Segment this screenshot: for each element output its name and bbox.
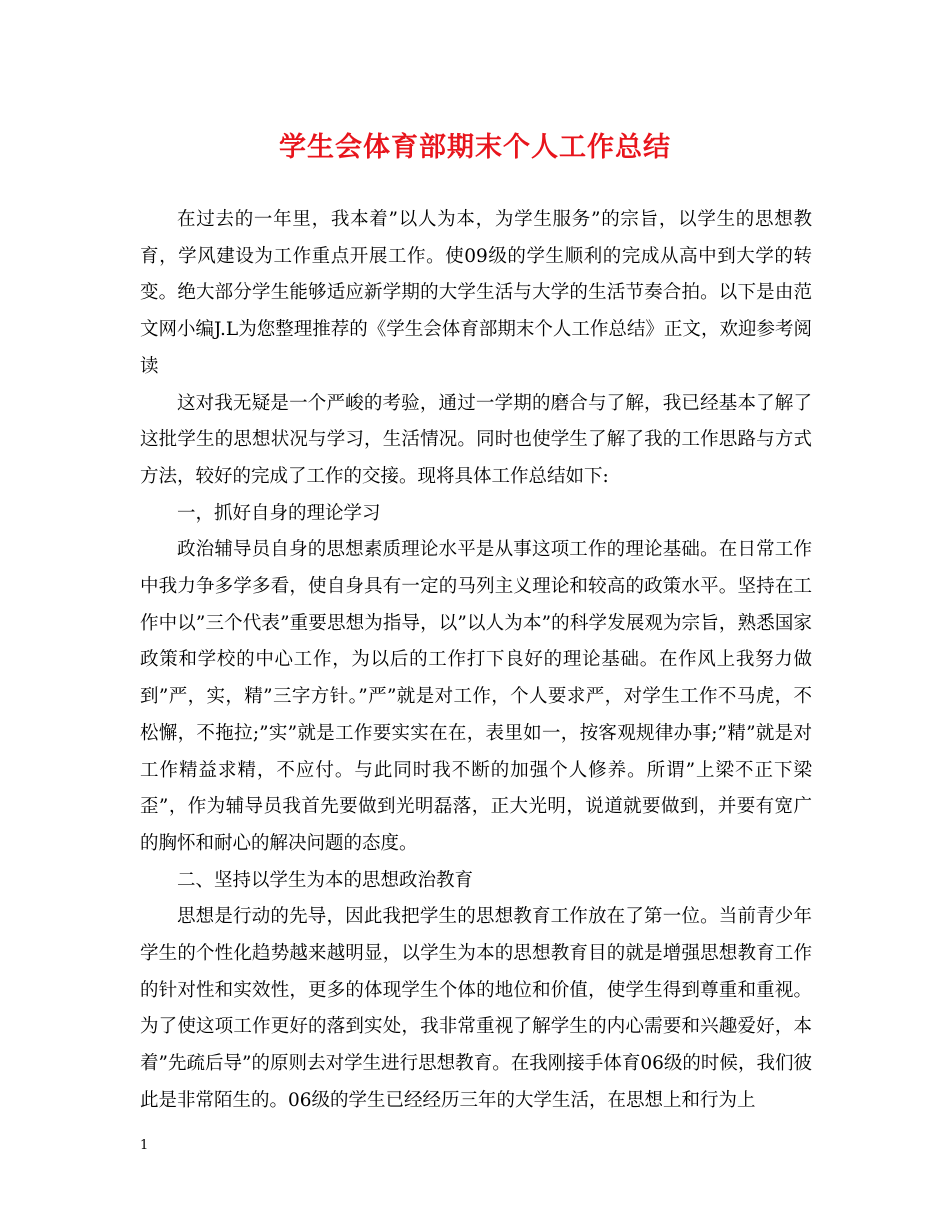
paragraph-education: 思想是行动的先导，因此我把学生的思想教育工作放在了第一位。当前青少年学生的个性化趋势越来越明显，以学生为本的思想教育目的就是增强思想教育工作的针对性和实效性，更多的体现学生个体的地位和价值，使学生得到尊重和重视。为了使这项工作更好的落到实处，我非常重视了解学生的内心需要和兴趣爱好，本着”先疏后导”的原则去对学生进行思想教育。在我刚接手体育06级的时候，我们彼此是非常陌生的。06级的学生已经经历三年的大学生活，在思想上和行为上 xyxy=(140,906,812,1111)
document-body xyxy=(140,202,812,1120)
paragraph-intro: 在过去的一年里，我本着”以人为本，为学生服务”的宗旨，以学生的思想教育，学风建设为工作重点开展工作。使09级的学生顺利的完成从高中到大学的转变。绝大部分学生能够适应新学期的大学生活与大学的生活节奏合拍。以下是由范文网小编J.L为您整理推荐的《学生会体育部期末个人工作总结》正文，欢迎参考阅读 xyxy=(140,209,812,377)
page-number: 1 xyxy=(140,1138,149,1153)
paragraph-theory: 政治辅导员自身的思想素质理论水平是从事这项工作的理论基础。在日常工作中我力争多学多看，使自身具有一定的马列主义理论和较高的政策水平。坚持在工作中以”三个代表”重要思想为指导，以”以人为本”的科学发展观为宗旨，熟悉国家政策和学校的中心工作，为以后的工作打下良好的理论基础。在作风上我努力做到”严，实，精”三字方针。”严”就是对工作，个人要求严，对学生工作不马虎，不松懈，不拖拉;”实”就是工作要实实在在，表里如一，按客观规律办事;”精”就是对工作精益求精，不应付。与此同时我不断的加强个人修养。所谓”上梁不正下梁歪”，作为辅导员我首先要做到光明磊落，正大光明，说道就要做到，并要有宽广的胸怀和耐心的解决问题的态度。 xyxy=(140,539,812,854)
section-heading-education: 二、坚持以学生为本的思想政治教育 xyxy=(177,869,474,891)
section-heading-theory: 一，抓好自身的理论学习 xyxy=(177,502,381,524)
document-title: 学生会体育部期末个人工作总结 xyxy=(279,132,671,163)
paragraph-challenge: 这对我无疑是一个严峻的考验，通过一学期的磨合与了解，我已经基本了解了这批学生的思想状况与学习，生活情况。同时也使学生了解了我的工作思路与方式方法，较好的完成了工作的交接。现将具体工作总结如下: xyxy=(140,392,812,487)
